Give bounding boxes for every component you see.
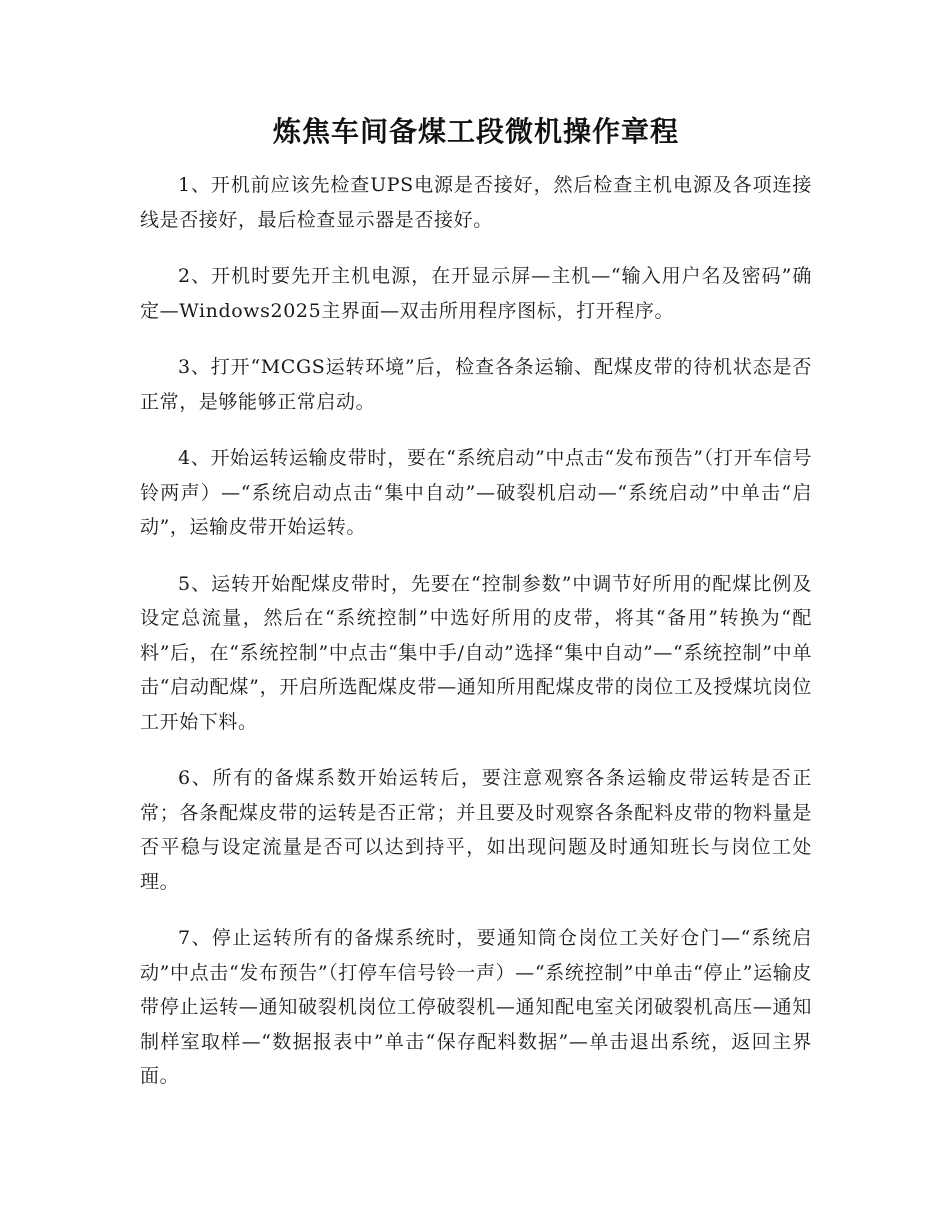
document-title: 炼焦车间备煤工段微机操作章程	[272, 115, 679, 148]
paragraph-5: 5、运转开始配煤皮带时，先要在“控制参数”中调节好所用的配煤比例及设定总流量，然后在“系统控制”中选好所用的皮带，将其“备用”转换为“配料”后，在“系统控制”中点击“集中手/自动”选择“集中自动”—“系统控制”中单击“启动配煤”，开启所选配煤皮带—通知所用配煤皮带的岗位工及授煤坑岗位工开始下料。	[140, 572, 812, 733]
paragraph-6: 6、所有的备煤系数开始运转后，要注意观察各条运输皮带运转是否正常；各条配煤皮带的运转是否正常；并且要及时观察各条配料皮带的物料量是否平稳与设定流量是否可以达到持平，如出现问题及时通知班长与岗位工处理。	[140, 767, 812, 893]
paragraph-2: 2、开机时要先开主机电源，在开显示屏—主机—“输入用户名及密码”确定—Windows2025主界面—双击所用程序图标，打开程序。	[140, 265, 812, 322]
paragraph-4: 4、开始运转运输皮带时，要在“系统启动”中点击“发布预告”（打开车信号铃两声）—“系统启动点击“集中自动”—破裂机启动—“系统启动”中单击“启动”，运输皮带开始运转。	[140, 447, 812, 538]
paragraph-1: 1、开机前应该先检查UPS电源是否接好，然后检查主机电源及各项连接线是否接好，最后检查显示器是否接好。	[140, 174, 812, 231]
document-page	[140, 108, 812, 1116]
paragraph-3: 3、打开“MCGS运转环境”后，检查各条运输、配煤皮带的待机状态是否正常，是够能够正常启动。	[140, 356, 812, 413]
paragraph-7: 7、停止运转所有的备煤系统时，要通知筒仓岗位工关好仓门—“系统启动”中点击“发布预告”（打停车信号铃一声）—“系统控制”中单击“停止”运输皮带停止运转—通知破裂机岗位工停破裂机—通知配电室关闭破裂机高压—通知制样室取样—“数据报表中”单击“保存配料数据”—单击退出系统，返回主界面。	[140, 927, 812, 1087]
